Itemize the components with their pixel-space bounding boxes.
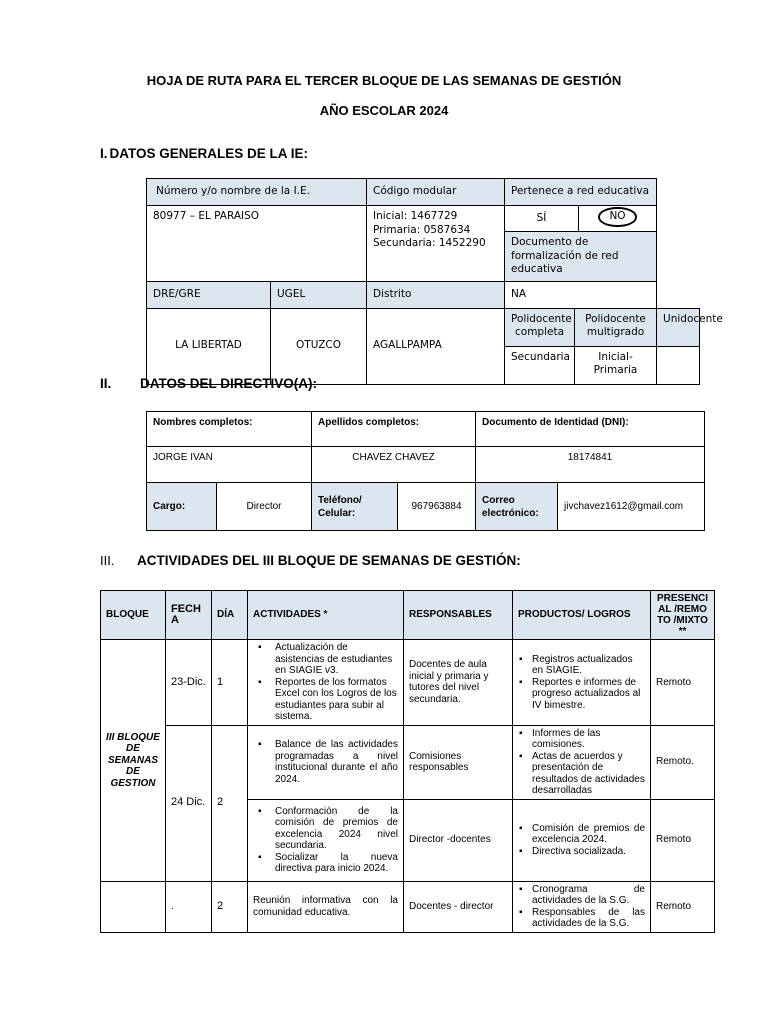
apellidos-value: CHAVEZ CHAVEZ	[312, 447, 476, 483]
code-primaria: Primaria: 0587634	[373, 223, 471, 236]
row3-modalidad: Remoto	[651, 799, 715, 881]
header-modalidad: PRESENCIAL /REMOTO /MIXTO**	[651, 591, 715, 640]
header-polidocente-multigrado: Polidocente multigrado	[575, 308, 657, 346]
row1-actividad-2: ▪ Reportes de los formatos Excel con los Logros de los estudiantes para subir al sistema.	[275, 677, 398, 723]
nombres-value: JORGE IVAN	[147, 447, 312, 483]
header-ugel: UGEL	[271, 281, 367, 308]
header-red-educativa: Pertenece a red educativa	[505, 179, 657, 206]
modular-codes	[367, 206, 505, 282]
ie-name: 80977 – EL PARAISO	[147, 206, 367, 282]
header-red-document: Documento de formalización de red educativa	[505, 232, 657, 282]
header-polidocente-completa: Polidocente completa	[505, 308, 575, 346]
row4-producto-2: ▪ Responsables de las actividades de la S.G.	[532, 907, 645, 930]
code-secundaria: Secundaria: 1452290	[373, 237, 486, 249]
row4-modalidad: Remoto	[651, 881, 715, 932]
row2-dia: 2	[212, 725, 248, 881]
header-correo: Correo electrónico:	[476, 483, 558, 531]
header-productos: PRODUCTOS/ LOGROS	[513, 591, 651, 640]
header-bloque: BLOQUE	[101, 591, 166, 640]
row4-actividad: Reunión informativa con la comunidad educativa.	[248, 881, 404, 932]
section-2-title: DATOS DEL DIRECTIVO(A):	[140, 376, 318, 391]
directivo-table	[146, 411, 705, 531]
row1-dia: 1	[212, 640, 248, 726]
section-2-heading	[100, 376, 318, 391]
dre-value: LA LIBERTAD	[147, 308, 271, 384]
row3-actividades	[248, 799, 404, 881]
row3-responsables: Director -docentes	[404, 799, 513, 881]
header-dre: DRE/GRE	[147, 281, 271, 308]
row2-productos	[513, 725, 651, 799]
row3-productos	[513, 799, 651, 881]
row1-responsables: Docentes de aula inicial y primaria y tutores del nivel secundaria.	[404, 640, 513, 726]
row2-producto-2: ▪ Actas de acuerdos y presentación de resultados de actividades desarrolladas	[532, 751, 645, 797]
actividades-table	[100, 590, 715, 933]
section-3-number: III.	[100, 553, 115, 568]
red-no-option	[579, 206, 657, 232]
row1-producto-1: ▪ Registros actualizados en SIAGIE.	[532, 654, 645, 677]
row3-actividad-2: ▪ Socializar la nueva directiva para inicio 2024.	[275, 852, 398, 875]
section-1-title: DATOS GENERALES DE LA IE:	[109, 146, 309, 161]
cargo-value: Director	[217, 483, 312, 531]
school-year: AÑO ESCOLAR 2024	[319, 103, 449, 118]
ie-general-data-table	[146, 178, 723, 385]
correo-value: jivchavez1612@gmail.com	[558, 483, 705, 531]
row2-actividades	[248, 725, 404, 799]
no-selected-circle: NO	[598, 207, 636, 227]
header-cargo: Cargo:	[147, 483, 217, 531]
row1-producto-2: ▪ Reportes e informes de progreso actualizados al IV bimestre.	[532, 677, 645, 712]
header-telefono: Teléfono/ Celular:	[312, 483, 398, 531]
header-responsables: RESPONSABLES	[404, 591, 513, 640]
dni-value: 18174841	[476, 447, 705, 483]
header-nombres: Nombres completos:	[147, 412, 312, 447]
row3-producto-2: ▪ Directiva socializada.	[532, 846, 645, 858]
distrito-value: AGALLPAMPA	[367, 308, 505, 384]
row4-bloque	[101, 881, 166, 932]
row4-responsables: Docentes - director	[404, 881, 513, 932]
document-title: HOJA DE RUTA PARA EL TERCER BLOQUE DE LAS SEMANAS DE GESTIÓN	[146, 73, 622, 88]
red-document-value: NA	[505, 281, 657, 308]
row4-producto-1: ▪ Cronograma de actividades de la S.G.	[532, 884, 645, 907]
row1-fecha: 23-Dic.	[166, 640, 212, 726]
row2-responsables: Comisiones responsables	[404, 725, 513, 799]
header-unidocente: Unidocente	[657, 308, 700, 346]
row1-actividades	[248, 640, 404, 726]
row3-producto-1: ▪ Comisión de premios de excelencia 2024.	[532, 823, 645, 846]
header-distrito: Distrito	[367, 281, 505, 308]
ugel-value: OTUZCO	[271, 308, 367, 384]
row4-fecha: .	[166, 881, 212, 932]
polidocente-completa-value: Secundaria	[505, 346, 575, 384]
header-dni: Documento de Identidad (DNI):	[476, 412, 705, 447]
section-3-title: ACTIVIDADES DEL III BLOQUE DE SEMANAS DE GESTIÓN:	[137, 553, 521, 568]
code-inicial: Inicial: 1467729	[373, 210, 458, 222]
header-modular-code: Código modular	[367, 179, 505, 206]
row4-productos	[513, 881, 651, 932]
header-fecha: FECHA	[166, 591, 212, 640]
section-3-heading	[100, 553, 521, 568]
row1-modalidad: Remoto	[651, 640, 715, 726]
row2-modalidad: Remoto.	[651, 725, 715, 799]
header-actividades: ACTIVIDADES *	[248, 591, 404, 640]
header-dia: DÍA	[212, 591, 248, 640]
row1-productos	[513, 640, 651, 726]
row3-actividad-1: ▪ Conformación de la comisión de premios de excelencia 2024 nivel secundaria.	[275, 806, 398, 852]
bloque-label: III BLOQUE DE SEMANAS DE GESTION	[101, 640, 166, 882]
polidocente-multigrado-value: Inicial-Primaria	[575, 346, 657, 384]
red-si-option: SÍ	[505, 206, 579, 232]
section-2-number: II.	[100, 376, 112, 391]
header-ie-name: Número y/o nombre de la I.E.	[147, 179, 367, 206]
row2-fecha: 24 Dic.	[166, 725, 212, 881]
section-1-heading	[100, 146, 308, 161]
unidocente-value	[657, 346, 700, 384]
telefono-value: 967963884	[398, 483, 476, 531]
header-apellidos: Apellidos completos:	[312, 412, 476, 447]
row1-actividad-1: ▪ Actualización de asistencias de estudiantes en SIAGIE v3.	[275, 642, 398, 677]
row2-producto-1: ▪ Informes de las comisiones.	[532, 728, 645, 751]
row2-actividad-1: ▪ Balance de las actividades programadas a nivel institucional durante el año 2024.	[275, 739, 398, 785]
row4-dia: 2	[212, 881, 248, 932]
section-1-number: I.	[100, 146, 108, 161]
